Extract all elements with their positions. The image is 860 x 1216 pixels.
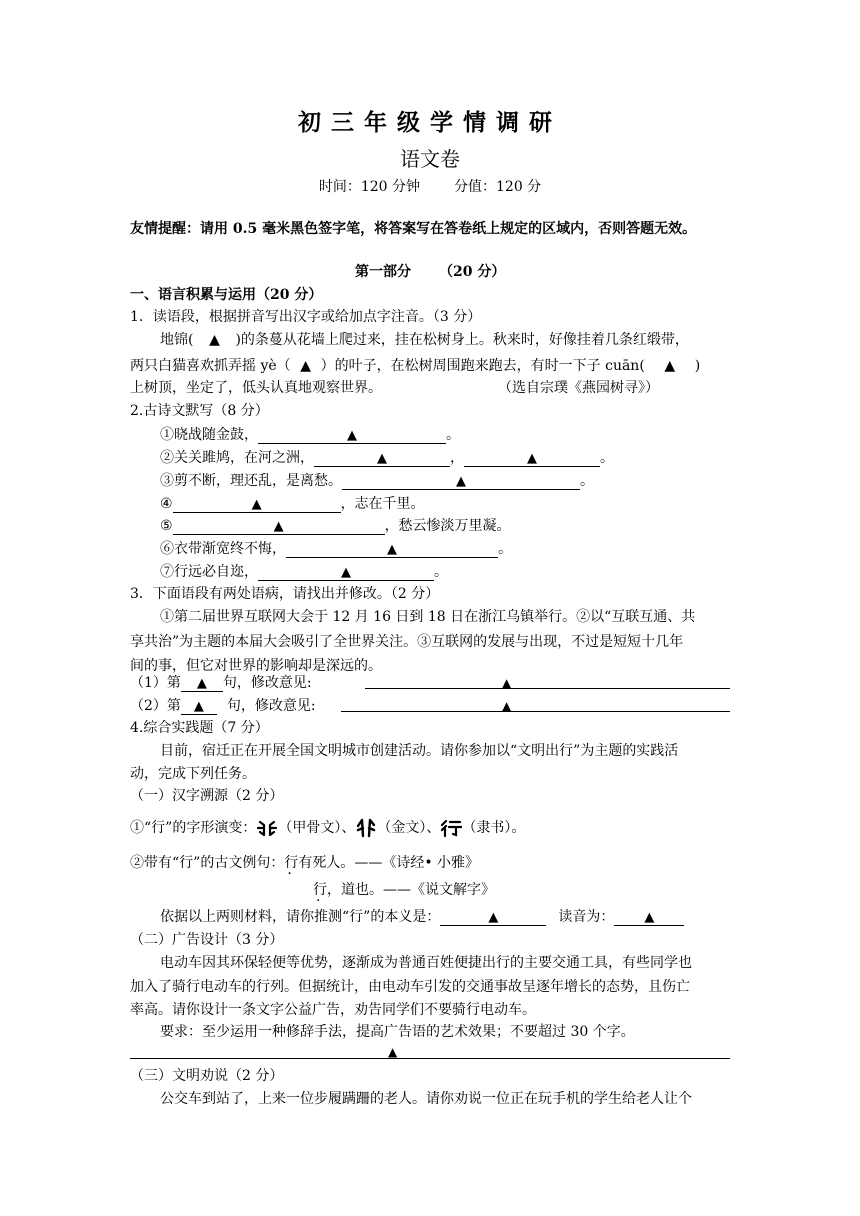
answer-mark: ▲	[388, 1045, 398, 1059]
q2-item7	[160, 562, 448, 582]
q2-text: ②关关雎鸠，在河之洲，	[160, 450, 314, 466]
q2-item1	[160, 425, 460, 445]
q4-text: 读音为：	[558, 909, 615, 925]
answer-blank[interactable]: ▲	[314, 451, 450, 467]
part1-points: （20 分）	[439, 264, 506, 280]
q4-s3-heading: （三）文明劝说（2 分）	[130, 1068, 284, 1084]
q4-s2-requirement: 要求：至少运用一种修辞手法，提高广告语的艺术效果；不要超过 30 个字。	[160, 1024, 635, 1040]
dotted-char: 行	[284, 855, 299, 871]
answer-mark[interactable]: ▲	[300, 358, 312, 374]
q2-text: 。	[498, 541, 512, 557]
answer-blank[interactable]: ▲	[464, 451, 600, 467]
part1-heading	[355, 262, 505, 282]
q2-text: ，愁云惨淡万里凝。	[384, 518, 511, 534]
q4-text: 依据以上两则材料，请你推测“行”的本义是：	[160, 909, 441, 925]
q4-s1-line3	[313, 880, 495, 900]
answer-line[interactable]	[365, 688, 730, 689]
answer-line[interactable]	[341, 711, 730, 712]
exam-subtitle: 语文卷	[400, 147, 460, 171]
q2-text: ⑥衣带渐宽终不悔，	[160, 541, 286, 557]
q1-line1	[160, 330, 689, 350]
answer-blank[interactable]: ▲	[258, 428, 446, 444]
q3-para-line2: 享共治”为主题的本届大会吸引了全世界关注。③互联网的发展与出现，不过是短短十几年	[130, 634, 684, 650]
q2-text: ，志在千里。	[340, 496, 425, 512]
q3-para-line3: 间的事，但它对世界的影响却是深远的。	[130, 658, 382, 674]
q2-item5	[160, 516, 511, 536]
answer-mark: ▲	[502, 676, 512, 690]
q1-text: )的条蔓从花墙上爬过来，挂在松树身上。秋来时，好像挂着几条红缎带，	[235, 332, 689, 348]
q2-item3	[160, 471, 594, 491]
q2-text: 。	[580, 473, 594, 489]
answer-mark: ▲	[502, 699, 512, 713]
q2-item6	[160, 539, 512, 559]
q2-text: ⑤	[160, 518, 173, 534]
answer-blank[interactable]: ▲	[342, 474, 580, 490]
answer-blank[interactable]: ▲	[614, 910, 684, 926]
q2-heading: 2.古诗文默写（8 分）	[130, 403, 269, 419]
q4-s1-question	[160, 907, 684, 927]
answer-line[interactable]	[130, 1058, 730, 1059]
q2-text: ①晓战随金鼓，	[160, 427, 258, 443]
q2-text: ④	[160, 496, 173, 512]
q4-text: （金文）、	[377, 820, 441, 836]
q2-text: 。	[434, 564, 448, 580]
q4-text: ②带有“行”的古文例句：	[130, 855, 285, 871]
answer-blank[interactable]: ▲	[258, 565, 434, 581]
q4-s1-line2	[130, 853, 479, 873]
q1-text: 上树顶，坐定了，低头认真地观察世界。	[130, 380, 382, 396]
q4-s2-line2: 加入了骑行电动车的行列。但据统计，由电动车引发的交通事故呈逐年增长的态势，且伤亡	[130, 979, 690, 995]
q2-text: 。	[600, 450, 614, 466]
oracle-bone-xing-glyph	[256, 818, 278, 838]
q4-text: 有死人。——《诗经• 小雅》	[298, 855, 480, 871]
q4-s2-line3: 率高。请你设计一条文字公益广告，劝告同学们不要骑行电动车。	[130, 1002, 536, 1018]
answer-mark[interactable]: ▲	[664, 358, 676, 374]
answer-blank[interactable]: ▲	[286, 542, 498, 558]
q1-text: 地锦(	[160, 332, 194, 348]
clerical-xing-glyph	[440, 818, 462, 838]
exam-meta	[0, 177, 860, 197]
q4-s2-heading: （二）广告设计（3 分）	[130, 932, 284, 948]
answer-blank[interactable]: ▲	[181, 676, 223, 692]
q3-text: （1）第	[130, 675, 181, 691]
q4-text: （隶书）。	[462, 820, 526, 836]
exam-title: 初三年级学情调研	[298, 109, 562, 136]
q1-source: （选自宗璞《燕园树寻》）	[498, 380, 659, 396]
q2-item2	[160, 448, 614, 468]
q2-text: ⑦行远必自迩，	[160, 564, 258, 580]
q3-answer1	[130, 673, 730, 693]
q3-text: （2）第	[130, 698, 181, 714]
q4-heading: 4.综合实践题（7 分）	[130, 720, 269, 736]
q4-intro-line1: 目前，宿迁正在开展全国文明城市创建活动。请你参加以“文明出行”为主题的实践活	[160, 743, 679, 759]
q2-text: ，	[450, 450, 464, 466]
answer-blank[interactable]: ▲	[173, 497, 341, 513]
answer-mark[interactable]: ▲	[209, 332, 220, 348]
q1-line3	[130, 378, 659, 398]
q2-text: 。	[446, 427, 460, 443]
dotted-char: 行	[313, 882, 327, 898]
q3-answer2	[130, 696, 730, 716]
q2-item4	[160, 494, 425, 514]
q4-text: ，道也。——《说文解字》	[327, 882, 495, 898]
q4-s1-line1	[130, 818, 525, 838]
answer-blank[interactable]: ▲	[181, 699, 217, 715]
answer-blank[interactable]: ▲	[173, 519, 385, 535]
q4-s3-line1: 公交车到站了，上来一位步履蹒跚的老人。请你劝说一位正在玩手机的学生给老人让个	[160, 1091, 692, 1107]
reminder: 友情提醒：请用 0.5 毫米黑色签字笔，将答案写在答卷纸上规定的区域内，否则答题无效。	[130, 221, 697, 237]
q4-s1-heading: （一）汉字溯源（2 分）	[130, 788, 284, 804]
q4-text: ①“行”的字形演变：	[130, 820, 257, 836]
answer-blank[interactable]: ▲	[440, 910, 546, 926]
part1-label: 第一部分	[355, 264, 411, 280]
q2-text: ③剪不断，理还乱，是离愁。	[160, 473, 342, 489]
exam-score: 分值：120 分	[454, 179, 542, 195]
q4-s2-line1: 电动车因其环保轻便等优势，逐渐成为普通百姓便捷出行的主要交通工具，有些同学也	[160, 955, 692, 971]
q1-text: ）的叶子，在松树周围跑来跑去，有时一下子 cuān(	[320, 358, 645, 374]
q3-text: 句，修改意见:	[226, 698, 316, 714]
q4-intro-line2: 动，完成下列任务。	[130, 766, 256, 782]
q4-text: （甲骨文）、	[278, 820, 356, 836]
q1-text: 两只白猫喜欢抓弄摇 yè（	[130, 358, 291, 374]
q1-text: )	[694, 358, 701, 374]
q1-heading: 1．读语段，根据拼音写出汉字或给加点字注音。（3 分）	[130, 309, 482, 325]
q3-heading: 3．下面语段有两处语病，请找出并修改。（2 分）	[130, 586, 440, 602]
q3-text: 句，修改意见:	[222, 675, 312, 691]
q3-para-line1: ①第二届世界互联网大会于 12 月 16 日到 18 日在浙江乌镇举行。②以“互联互通、共	[160, 609, 696, 625]
section1-heading: 一、语言积累与运用（20 分）	[130, 287, 323, 303]
exam-time: 时间：120 分钟	[318, 179, 420, 195]
q1-line2	[130, 356, 700, 376]
bronze-xing-glyph	[355, 818, 377, 838]
